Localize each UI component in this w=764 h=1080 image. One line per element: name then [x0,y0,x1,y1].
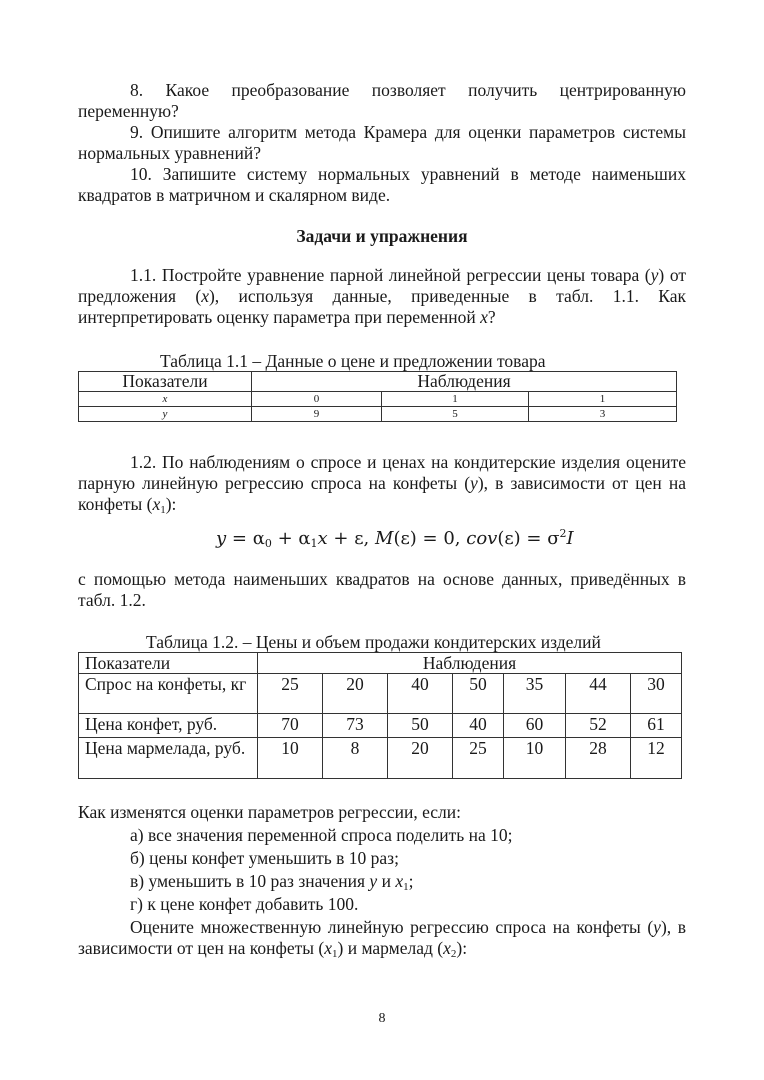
row-label [79,407,252,422]
formula-cov-arg: (ε) = σ [497,528,560,549]
question-text: Запишите систему нормальных уравнений в методе наименьших квадратов в матричном и скалярном виде. [78,164,687,205]
subscript: 2 [450,948,457,960]
header-observations: Наблюдения [258,653,682,674]
change-item-a: а) все значения переменной спроса поделить на 10; [130,825,513,845]
table-cell: 61 [631,714,682,738]
formula-M: M [375,528,394,549]
table-cell: 35 [504,674,566,714]
formula-alpha0: α [252,528,265,549]
question-8 [78,80,686,122]
table-1-1 [78,371,677,422]
table-cell: 52 [566,714,631,738]
table-cell: 10 [504,738,566,779]
row-label [79,392,252,407]
question-number: 9. [130,122,144,142]
formula-cov: cov [466,528,498,549]
table-cell: 3 [529,407,677,422]
table-header-row [79,372,677,392]
table-cell: 73 [323,714,388,738]
task-text: ), в зависимости от цен на конфеты ( [78,917,686,958]
formula-epsilon: + ε, [327,528,375,549]
subscript: 0 [264,537,272,550]
table-row [79,714,682,738]
change-text: в) уменьшить в 10 раз значения [130,871,370,891]
question-text: Опишите алгоритм метода Крамера для оценки параметров системы нормальных уравнений? [78,122,686,163]
table-cell: 40 [453,714,504,738]
variable-y: y [653,917,661,937]
change-item-d: г) к цене конфет добавить 100. [130,894,359,914]
task-text: ) и мармелад ( [337,938,444,958]
table-cell: 20 [388,738,453,779]
page-number: 8 [378,1011,386,1026]
table-cell: 25 [258,674,323,714]
table-row [79,392,677,407]
subscript: 1 [332,948,338,960]
section-title: Задачи и упражнения [296,226,468,246]
formula-x: x [317,528,328,549]
table-cell: 1 [382,392,529,407]
table-cell: 44 [566,674,631,714]
row-label-text: y [162,408,168,420]
task-1-2-continued: с помощью метода наименьших квадратов на основе данных, приведённых в табл. 1.2. [78,569,686,610]
table-cell: 0 [252,392,382,407]
task-text: 1.1. Постройте уравнение парной линейной регрессии цены товара ( [130,265,651,285]
regression-formula [216,527,574,550]
question-number: 10. [130,164,152,184]
task-text: ), в зависимости от цен на конфеты ( [78,473,686,514]
subscript: 1 [403,881,409,893]
variable-y: y [650,265,659,285]
question-10 [78,164,686,206]
table-cell: 9 [252,407,382,422]
variable-x: x [324,938,333,958]
variable-x: x [201,286,209,306]
table-cell: 50 [388,714,453,738]
variable-x: x [395,871,404,891]
question-number: 8. [130,80,144,100]
variable-y: y [369,871,378,891]
subscript: 1 [160,504,166,516]
question-text: Какое преобразование позволяет получить центрированную переменную? [78,80,686,121]
table-1-1-caption: Таблица 1.1 – Данные о цене и предложении товара [160,351,546,371]
table-1-2-caption: Таблица 1.2. – Цены и объем продажи кондитерских изделий [146,632,601,652]
subscript: 1 [310,537,318,550]
table-cell: 20 [323,674,388,714]
table-cell: 25 [453,738,504,779]
header-indicator: Показатели [79,653,258,674]
task-text: ): [165,494,177,514]
table-row [79,738,682,779]
variable-y: y [470,473,478,493]
variable-x: x [443,938,451,958]
formula-M-arg: (ε) = 0, [393,528,467,549]
task-text: ): [456,938,468,958]
table-cell: 5 [382,407,529,422]
task-text: Оцените множественную линейную регрессию спроса на конфеты ( [130,917,654,937]
question-9 [78,122,686,164]
task-1-1 [78,265,686,328]
table-header-row [79,653,682,674]
formula-I: I [566,528,574,549]
table-cell: 10 [258,738,323,779]
table-cell: 12 [631,738,682,779]
task-text: ? [487,307,496,327]
header-observations: Наблюдения [252,372,677,392]
table-cell: 40 [388,674,453,714]
variable-x: x [480,307,488,327]
table-cell: 70 [258,714,323,738]
row-label: Цена конфет, руб. [79,714,258,738]
table-cell: 60 [504,714,566,738]
change-item-b: б) цены конфет уменьшить в 10 раз; [130,848,399,868]
task-1-2 [78,452,686,521]
changes-intro: Как изменятся оценки параметров регрессии, если: [78,802,462,822]
formula-eq: = [226,528,253,549]
change-text: ; [408,871,414,891]
task-text: 1.2. По наблюдениям о спросе и ценах на кондитерские изделия оцените парную линейную регрессию спроса на конфеты ( [78,452,686,493]
table-row [79,407,677,422]
header-indicator: Показатели [79,372,252,392]
variable-x: x [152,494,161,514]
task-text: ), используя данные, приведенные в табл. 1.1. Как интерпретировать оценку параметра при переменной [78,286,686,327]
table-1-2 [78,652,682,779]
row-label: Цена мармелада, руб. [79,738,258,779]
table-row [79,674,682,714]
table-cell: 8 [323,738,388,779]
table-cell: 30 [631,674,682,714]
row-label: Спрос на конфеты, кг [79,674,258,714]
table-cell: 28 [566,738,631,779]
superscript: 2 [559,527,567,540]
formula-alpha1: α [298,528,311,549]
formula-plus: + [271,528,299,549]
row-label-text: x [162,393,168,405]
formula-y: y [216,528,227,549]
table-cell: 1 [529,392,677,407]
multiple-regression-task [78,917,686,965]
task-text: ) от предложения ( [78,265,686,306]
table-cell: 50 [453,674,504,714]
change-text: и [377,871,396,891]
